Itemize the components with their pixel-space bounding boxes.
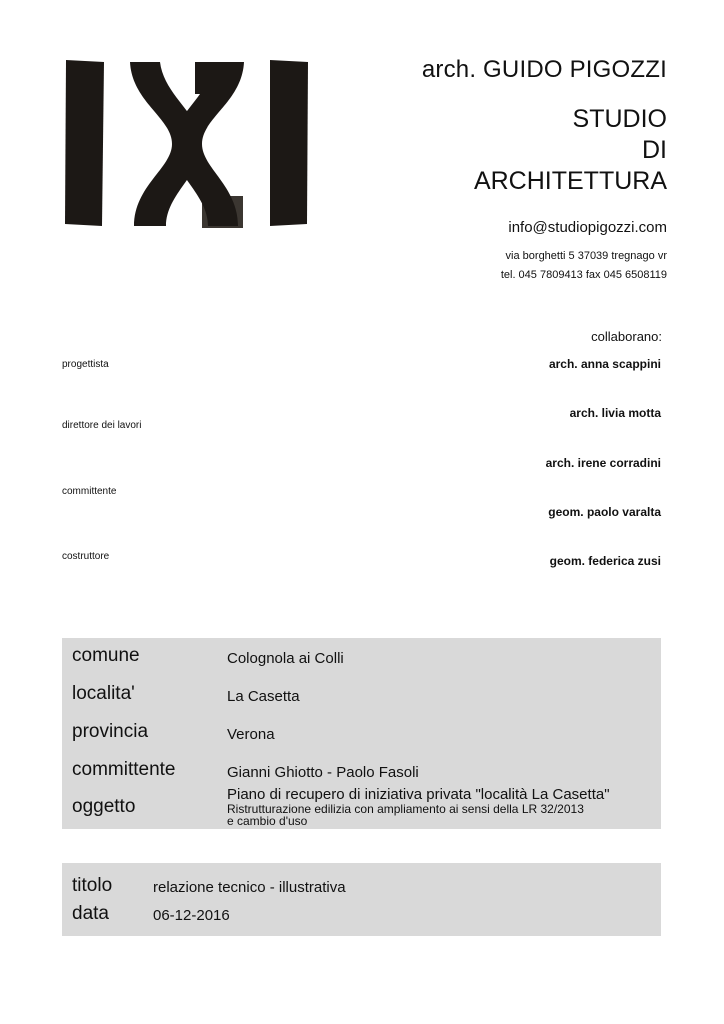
comune-value: Colognola ai Colli bbox=[227, 650, 344, 667]
role-committente: committente bbox=[62, 486, 117, 497]
oggetto-line-1: Piano di recupero di iniziativa privata "località La Casetta" bbox=[227, 786, 610, 803]
collaborator-name: arch. livia motta bbox=[569, 406, 661, 420]
role-progettista: progettista bbox=[62, 359, 109, 370]
oggetto-line-2: Ristrutturazione edilizia con ampliamento ai sensi della LR 32/2013 bbox=[227, 802, 584, 816]
comune-label: comune bbox=[72, 645, 140, 666]
logo-right-bar bbox=[270, 60, 308, 226]
localita-value: La Casetta bbox=[227, 688, 300, 705]
data-label: data bbox=[72, 903, 109, 924]
oggetto-line-3: e cambio d'uso bbox=[227, 814, 308, 828]
studio-logo bbox=[62, 56, 310, 230]
role-costruttore: costruttore bbox=[62, 551, 110, 562]
collaborator-name: geom. paolo varalta bbox=[548, 505, 661, 519]
committente-label: committente bbox=[72, 759, 176, 780]
logo-left-bar bbox=[65, 60, 104, 226]
studio-title-line-2: DI bbox=[642, 136, 667, 164]
studio-title bbox=[474, 104, 667, 197]
contact-email: info@studiopigozzi.com bbox=[508, 219, 667, 236]
collaborator-name: arch. anna scappini bbox=[548, 357, 661, 371]
titolo-label: titolo bbox=[72, 875, 113, 896]
studio-title-line-1: STUDIO bbox=[572, 105, 667, 133]
committente-value: Gianni Ghiotto - Paolo Fasoli bbox=[227, 764, 419, 781]
collaborator-name: arch. irene corradini bbox=[545, 456, 661, 470]
collaborators-title: collaborano: bbox=[591, 329, 662, 344]
data-value: 06-12-2016 bbox=[153, 907, 230, 924]
provincia-label: provincia bbox=[72, 721, 149, 742]
titolo-value: relazione tecnico - illustrativa bbox=[153, 879, 346, 896]
oggetto-label: oggetto bbox=[72, 796, 136, 817]
contact-phone: tel. 045 7809413 fax 045 6508119 bbox=[500, 269, 667, 281]
project-info-panel bbox=[62, 638, 661, 829]
document-info-panel bbox=[62, 863, 661, 936]
provincia-value: Verona bbox=[227, 726, 275, 743]
localita-label: localita' bbox=[72, 683, 135, 704]
role-direttore-lavori: direttore dei lavori bbox=[62, 420, 142, 431]
contact-address: via borghetti 5 37039 tregnago vr bbox=[505, 250, 667, 262]
collaborator-name: geom. federica zusi bbox=[549, 554, 661, 568]
studio-title-line-3: ARCHITETTURA bbox=[473, 167, 667, 195]
architect-name: arch. GUIDO PIGOZZI bbox=[421, 56, 667, 83]
